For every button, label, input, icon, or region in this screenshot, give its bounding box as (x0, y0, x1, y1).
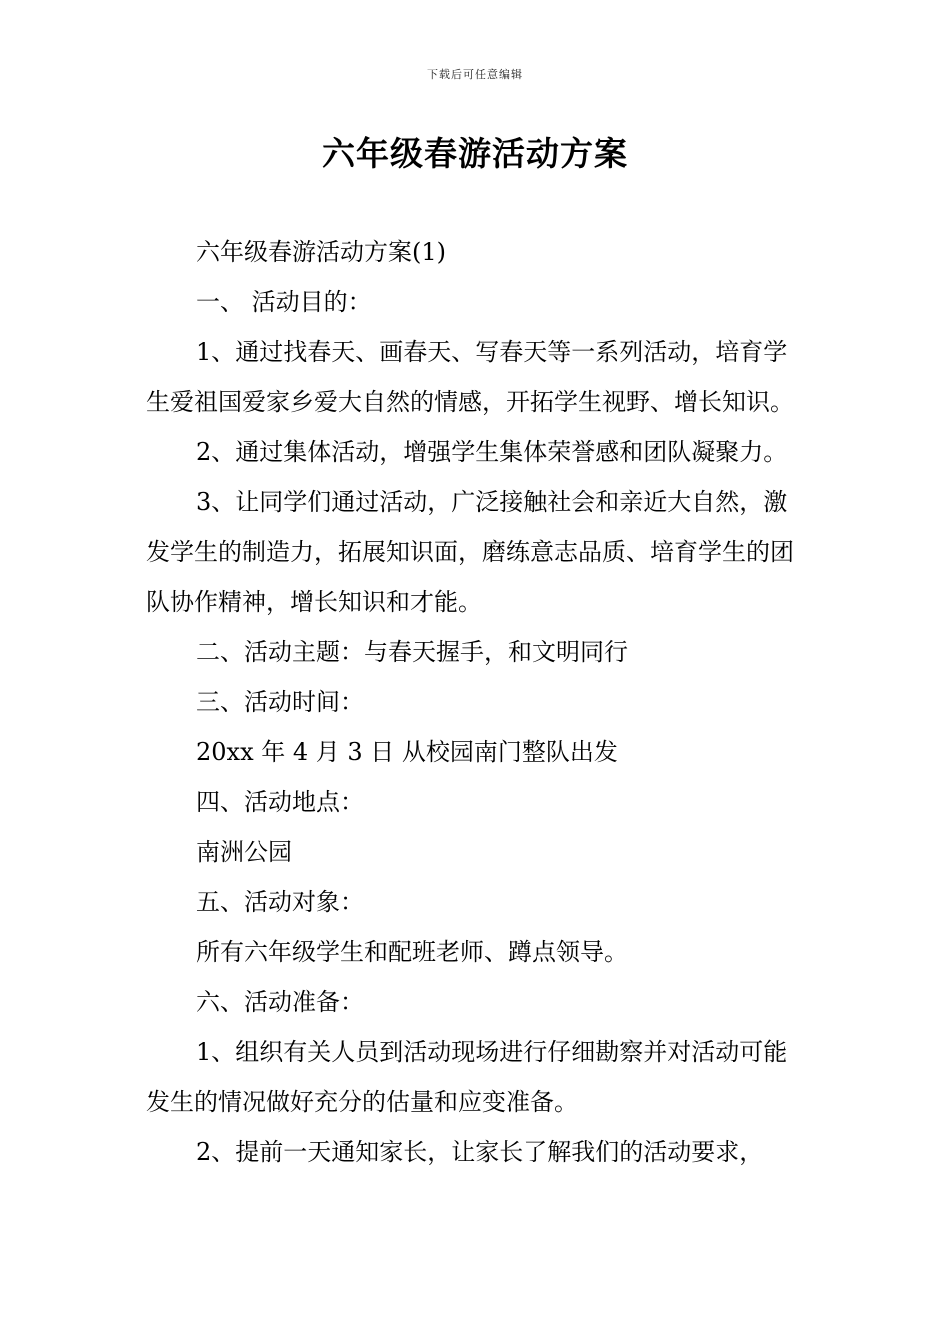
purpose-item-2: 2、通过集体活动，增强学生集体荣誉感和团队凝聚力。 (196, 438, 788, 466)
document-body (146, 227, 808, 1177)
heading-theme: 二、活动主题：与春天握手，和文明同行 (196, 638, 628, 666)
document-title: 六年级春游活动方案 (322, 134, 628, 173)
preparation-item-1: 1、组织有关人员到活动现场进行仔细勘察并对活动可能发生的情况做好充分的估量和应变准备。 (146, 1038, 788, 1116)
participants-detail: 所有六年级学生和配班老师、蹲点领导。 (196, 938, 628, 966)
location-detail: 南洲公园 (196, 838, 292, 866)
preparation-item-2: 2、提前一天通知家长，让家长了解我们的活动要求， (196, 1138, 764, 1166)
heading-location: 四、活动地点： (196, 788, 364, 816)
time-detail: 20xx 年 4 月 3 日 从校园南门整队出发 (196, 738, 618, 766)
heading-time: 三、活动时间： (196, 688, 364, 716)
purpose-item-1: 1、通过找春天、画春天、写春天等一系列活动，培育学生爱祖国爱家乡爱大自然的情感，开拓学生视野、增长知识。 (146, 338, 794, 416)
heading-participants: 五、活动对象： (196, 888, 364, 916)
purpose-item-3: 3、让同学们通过活动，广泛接触社会和亲近大自然，激发学生的制造力，拓展知识面，磨练意志品质、培育学生的团队协作精神，增长知识和才能。 (146, 488, 794, 616)
heading-preparation: 六、活动准备： (196, 988, 364, 1016)
heading-purpose: 一、 活动目的： (196, 288, 372, 316)
header-note: 下载后可任意编辑 (427, 68, 523, 81)
section-subtitle: 六年级春游活动方案(1) (196, 238, 446, 266)
